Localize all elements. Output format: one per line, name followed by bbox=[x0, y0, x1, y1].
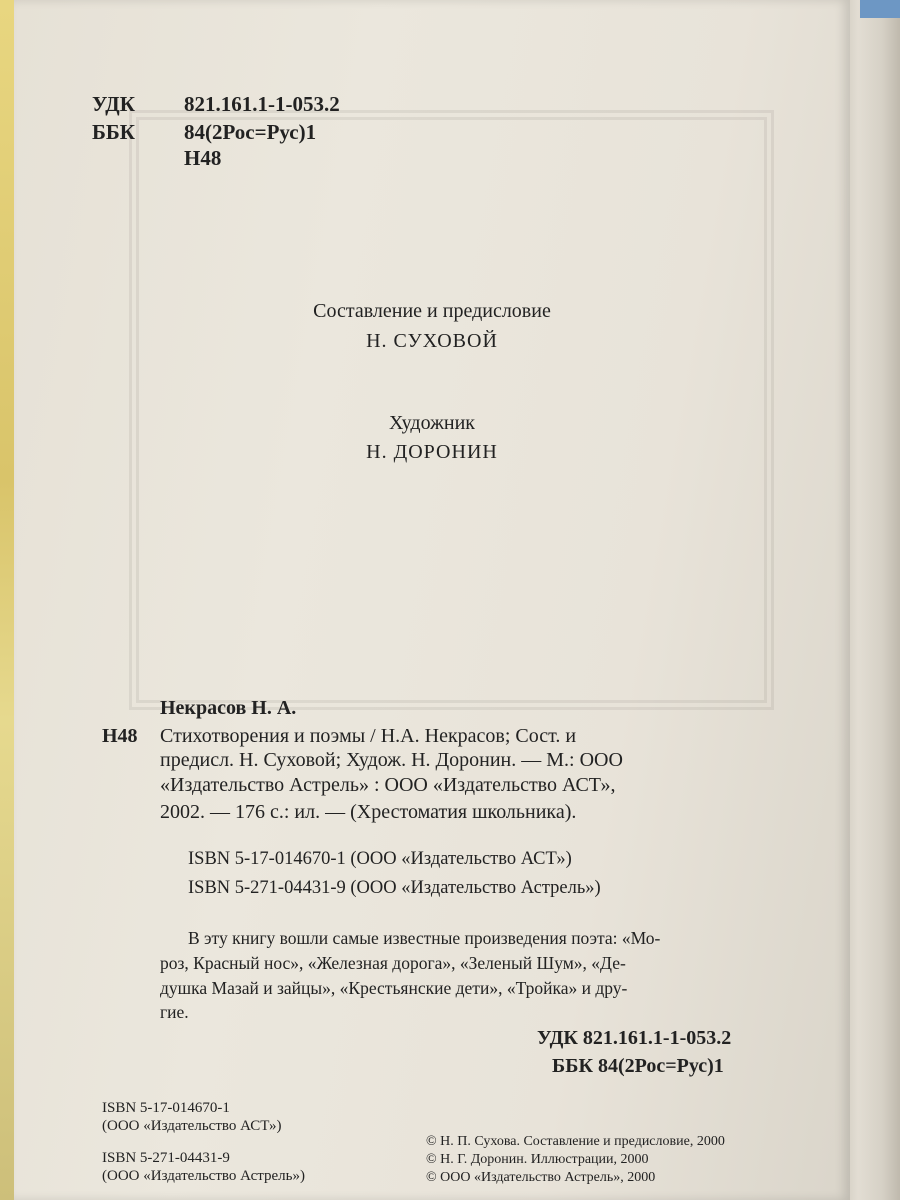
catalog-description-line: Стихотворения и поэмы / Н.А. Некрасов; Сост. и bbox=[160, 725, 577, 747]
catalog-description-line: предисл. Н. Суховой; Худож. Н. Доронин. — М.: ООО bbox=[160, 749, 623, 771]
annotation-line: В эту книгу вошли самые известные произведения поэта: «Мо- bbox=[188, 928, 661, 948]
bbk-value: 84(2Рос=Рус)1 bbox=[184, 120, 317, 144]
annotation-line: душка Мазай и зайцы», «Крестьянские дети», «Тройка» и дру- bbox=[160, 978, 628, 998]
copyright-line: © Н. П. Сухова. Составление и предисловие, 2000 bbox=[426, 1134, 725, 1149]
bbk-footer: ББК 84(2Рос=Рус)1 bbox=[552, 1055, 724, 1077]
bbk-label: ББК bbox=[92, 120, 135, 144]
author-mark: Н48 bbox=[184, 146, 222, 170]
cover-edge-strip bbox=[0, 0, 14, 1200]
artist-label: Художник bbox=[388, 412, 476, 434]
cover-corner bbox=[860, 0, 900, 18]
catalog-author: Некрасов Н. А. bbox=[160, 697, 297, 719]
show-through-frame bbox=[129, 110, 774, 710]
footer-isbn-line: (ООО «Издательство АСТ») bbox=[102, 1118, 282, 1134]
artist-name: Н. ДОРОНИН bbox=[366, 441, 498, 463]
copyright-line: © Н. Г. Доронин. Иллюстрации, 2000 bbox=[426, 1152, 649, 1167]
footer-isbn-line: ISBN 5-17-014670-1 bbox=[102, 1100, 230, 1116]
udk-label: УДК bbox=[92, 92, 135, 116]
compiler-label: Составление и предисловие bbox=[313, 300, 551, 322]
isbn-line: ISBN 5-17-014670-1 (ООО «Издательство АСТ») bbox=[188, 849, 572, 869]
udk-footer: УДК 821.161.1-1-053.2 bbox=[537, 1027, 732, 1049]
annotation-line: роз, Красный нос», «Железная дорога», «Зеленый Шум», «Де- bbox=[160, 953, 626, 973]
isbn-line: ISBN 5-271-04431-9 (ООО «Издательство Астрель») bbox=[188, 878, 601, 898]
copyright-line: © ООО «Издательство Астрель», 2000 bbox=[426, 1170, 656, 1185]
footer-isbn-line: ISBN 5-271-04431-9 bbox=[102, 1150, 230, 1166]
annotation-line: гие. bbox=[160, 1002, 189, 1022]
imprint-page bbox=[14, 0, 850, 1200]
compiler-name: Н. СУХОВОЙ bbox=[366, 330, 498, 352]
udk-value: 821.161.1-1-053.2 bbox=[184, 92, 340, 116]
footer-isbn-line: (ООО «Издательство Астрель») bbox=[102, 1168, 305, 1184]
catalog-description-line: 2002. — 176 с.: ил. — (Хрестоматия школьника). bbox=[160, 801, 577, 823]
catalog-mark: Н48 bbox=[102, 725, 138, 747]
catalog-description-line: «Издательство Астрель» : ООО «Издательство АСТ», bbox=[160, 774, 616, 796]
